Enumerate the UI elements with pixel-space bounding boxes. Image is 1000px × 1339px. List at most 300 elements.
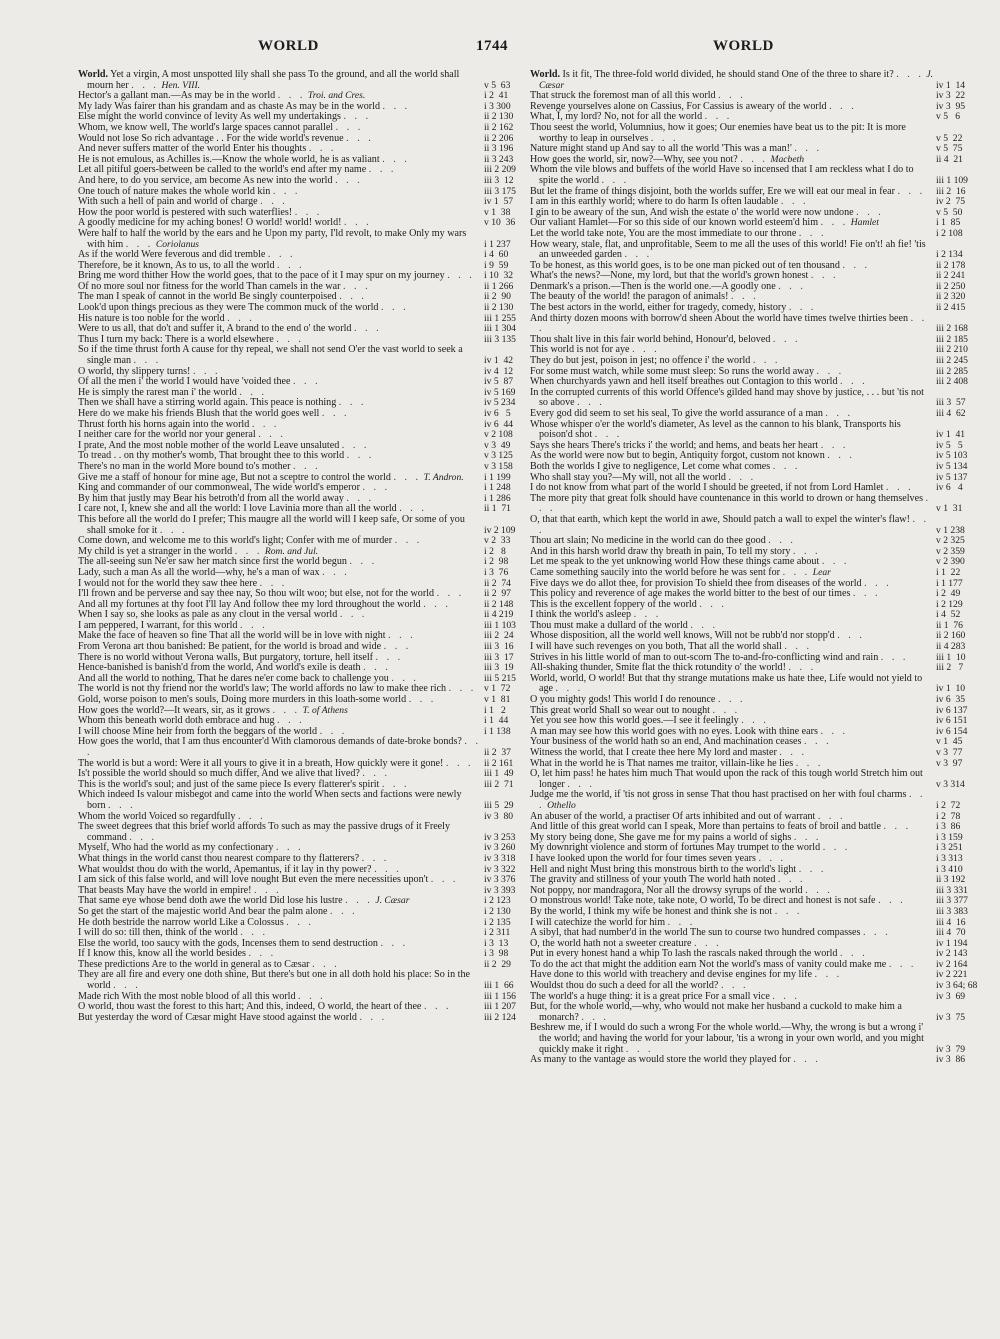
act-scene-line-reference: i 2 135 [484,916,511,928]
quotation-text: O, the world hath not a sweeter creature [530,937,692,949]
act-scene-line-reference: iv 3 22 [936,90,966,102]
act-scene-line-reference: iv 3 260 [484,842,516,854]
act-scene-line-reference: iii 2 124 [484,1011,516,1023]
quotation-text: Thrust forth his horns again into the world [78,418,250,430]
act-scene-line-reference: i 2 98 [484,556,509,568]
act-scene-line-reference: i 1 237 [484,238,511,250]
concordance-entry [530,123,984,144]
act-scene-line-reference: iii 2 7 [936,662,964,674]
act-scene-line-reference: iv 1 194 [936,937,968,949]
leader-dots: . . . [308,143,337,155]
act-scene-line-reference: iv 5 87 [484,376,514,388]
leader-dots: . . . [805,884,833,896]
act-scene-line-reference: ii 4 219 [484,609,514,621]
quotation-text: Hence-banished is banish'd from the world, And world's exile is death [78,662,361,674]
quotation-text: If I know this, know all the world besides [78,948,246,960]
leader-dots: . . . [780,196,809,208]
leader-dots: . . . [625,1043,654,1055]
leader-dots: . . . [794,143,822,155]
quotation-text: Whom the world Voiced so regardfully [78,810,236,822]
quotation-text: By the world, I think my wife be honest and think she is not [530,905,773,917]
act-scene-line-reference: iv 3 322 [484,863,516,875]
act-scene-line-reference: i 1 2 [484,704,506,716]
quotation-text: O, that that earth, which kept the world in awe, Should patch a wall to expel the winter's flaw! [530,513,910,525]
act-scene-line-reference: iv 3 95 [936,100,966,112]
quotation-text: He is simply the rarest man i' the world [78,386,237,398]
quotation-text: With such a hell of pain and world of charge [78,196,258,208]
act-scene-line-reference: v 3 125 [484,450,513,462]
leader-dots: . . . [276,333,304,345]
leader-dots: . . . [793,1054,821,1066]
quotation-text: Gold, worse poison to men's souls, Doing more murders in this loath-some world [78,694,407,706]
act-scene-line-reference: i 1 199 [484,471,511,483]
play-title: Troi. and Cres. [307,90,366,102]
leader-dots: . . . [436,588,465,600]
quotation-text: What wouldst thou do with the world, Apemantus, if it lay in thy power? [78,863,372,875]
quotation-text: The world is but a word: Were it all yours to give it in a breath, How quickly were it gone! [78,757,444,769]
act-scene-line-reference: i 1 177 [936,577,963,589]
act-scene-line-reference: i 2 41 [484,90,509,102]
leader-dots: . . . [344,217,372,229]
play-title: Othello [547,799,576,811]
quotation-text: The all-seeing sun Ne'er saw her match since first the world begun [78,556,347,568]
act-scene-line-reference: iii 2 408 [936,376,968,388]
leader-dots: . . . [159,524,188,536]
concordance-entry [530,674,984,695]
leader-dots: . . . [840,948,868,960]
leader-dots: . . . [758,852,787,864]
leader-dots: . . . [772,460,801,472]
leader-dots: . . . [382,153,410,165]
quotation-text: Whose whisper o'er the world's diameter, As level as the cannon to his blank, Transports his poison'd shot [530,418,901,441]
quotation-text: And thirty dozen moons with borrow'd sheen About the world have times twelve thirties been [530,312,909,324]
quotation-text: Make the face of heaven so fine That all the world will be in love with night [78,630,386,642]
concordance-entry [530,790,984,811]
leader-dots: . . . [277,259,305,271]
quotation-text: My lady Was fairer than his grandam and as chaste As may be in the world [78,100,381,112]
leader-dots: . . . [880,651,909,663]
leader-dots: . . . [720,980,749,992]
leader-dots: . . . [388,630,416,642]
leader-dots: . . . [897,185,926,197]
quotation-text: And here, to do you service, am become As new into the world [78,174,333,186]
quotation-text: Let me speak to the yet unknowing world How these things came about [530,556,820,568]
act-scene-line-reference: iv 5 103 [936,450,968,462]
leader-dots: . . . [277,90,306,102]
leader-dots: . . . [381,778,410,790]
quotation-text: Yet you see how this world goes.—I see it feelingly [530,715,739,727]
act-scene-line-reference: iii 4 62 [936,408,966,419]
leader-dots: . . . [125,238,154,250]
act-scene-line-reference: iii 3 57 [936,397,966,409]
leader-dots: . . . [108,799,136,811]
leader-dots: . . . [863,927,891,939]
leader-dots: . . . [840,376,868,388]
act-scene-line-reference: iv 6 137 [936,704,968,716]
act-scene-line-reference: iii 1 49 [484,768,514,780]
act-scene-line-reference: iii 3 19 [484,662,514,674]
act-scene-line-reference: iv 1 10 [936,683,966,695]
act-scene-line-reference: v 1 72 [484,683,511,695]
leader-dots: . . . [227,312,255,324]
leader-dots: . . . [632,344,660,356]
act-scene-line-reference: i 2 129 [936,598,963,610]
leader-dots: . . . [718,90,746,102]
leader-dots: . . . [339,609,368,621]
act-scene-line-reference: i 2 130 [484,905,511,917]
act-scene-line-reference: i 2 78 [936,810,961,822]
leader-dots: . . . [842,259,871,271]
act-scene-line-reference: iv 1 57 [484,196,514,208]
leader-dots: . . . [793,831,822,843]
quotation-text: His nature is too noble for the world [78,312,225,324]
running-head-left: WORLD [258,38,319,54]
act-scene-line-reference: iii 2 210 [936,344,968,356]
quotation-text: King and commander of our commonweal, The wide world's emperor [78,482,360,494]
leader-dots: . . . [408,694,437,706]
leader-dots: . . . [788,662,817,674]
act-scene-line-reference: v 1 45 [936,736,963,748]
act-scene-line-reference: v 5 50 [936,206,963,218]
quotation-text: How goes the world, that I am thus encounter'd With clamorous demands of date-broke bonds? [78,736,462,748]
quotation-text: Wouldst thou do such a deed for all the world? [530,980,719,992]
act-scene-line-reference: i 10 32 [484,270,514,282]
leader-dots: . . . [131,79,159,91]
act-scene-line-reference: ii 2 29 [484,958,511,970]
quotation-text: Came something saucily into the world before he was sent for [530,566,781,578]
quotation-text: The world's a huge thing: it is a great price For a small vice [530,990,770,1002]
leader-dots: . . . [448,683,477,695]
act-scene-line-reference: iii 2 16 [936,185,966,197]
quotation-text: Yet a virgin, A most unspotted lily shall she pass To the ground, and all the world shall mourn her [87,69,460,91]
act-scene-line-reference: v 3 77 [936,747,963,758]
quotation-text: These predictions Are to the world in general as to Cæsar [78,958,310,970]
leader-dots: . . . [804,736,832,748]
play-title: Coriolanus [155,238,200,250]
act-scene-line-reference: iii 4 70 [936,927,966,939]
act-scene-line-reference: iv 1 41 [936,429,966,441]
quotation-text: As the world were now but to begin, Antiquity forgot, custom not known [530,450,825,462]
leader-dots: . . . [447,270,475,282]
act-scene-line-reference: iii 1 66 [484,980,514,992]
leader-dots: . . . [820,725,849,737]
leader-dots: . . . [312,958,340,970]
quotation-text: A goodly medicine for my aching bones! O world! world! world! [78,217,342,229]
act-scene-line-reference: i 4 52 [936,609,961,621]
quotation-text: Were half to half the world by the ears and he Upon my party, I'ld revolt, to make Only my wars with him [78,227,467,250]
act-scene-line-reference: ii 1 71 [484,503,511,515]
quotation-text: Myself, Who had the world as my confectionary [78,842,274,854]
leader-dots: . . . [321,408,350,419]
concordance-entry [530,70,984,91]
concordance-entry [78,970,532,991]
quotation-text: Of no more soul nor fitness for the world Than camels in the war [78,280,341,292]
quotation-text: I gin to be aweary of the sun, And wish the estate o' the world were now undone [530,206,854,218]
quotation-text: Which indeed Is valour misbegot and came into the world When sects and factions were newly born [78,789,462,811]
quotation-text: Else might the world convince of levity As well my undertakings [78,111,341,123]
act-scene-line-reference: i 1 248 [484,482,511,494]
quotation-text: As many to the vantage as would store the world they played for [530,1054,791,1066]
quotation-text: From Verona art thou banished: Be patient, for the world is broad and wide [78,641,382,653]
quotation-text: How the poor world is pestered with such waterflies! [78,206,293,218]
quotation-text: Five days we do allot thee, for provision To shield thee from diseases of the world [530,577,862,589]
act-scene-line-reference: ii 2 320 [936,291,966,303]
leader-dots: . . . [258,429,286,441]
leader-dots: . . . [539,513,930,536]
concordance-entry [530,1055,984,1066]
act-scene-line-reference: iii 1 255 [484,312,516,324]
act-scene-line-reference: iii 1 103 [484,619,516,631]
act-scene-line-reference: iv 6 151 [936,715,968,727]
act-scene-line-reference: iii 3 16 [484,641,514,653]
leader-dots: . . . [346,492,375,504]
quotation-text: I neither care for the world nor your general [78,429,256,441]
quotation-text: Lady, such a man As all the world—why, he's a man of wax [78,566,320,578]
quotation-text: Both the worlds I give to negligence, Let come what comes [530,460,771,472]
act-scene-line-reference: iii 2 168 [936,323,968,335]
act-scene-line-reference: ii 2 130 [484,302,514,314]
quotation-text: He doth bestride the narrow world Like a Colossus [78,916,284,928]
leader-dots: . . . [779,747,807,758]
act-scene-line-reference: iv 5 134 [936,460,968,472]
leader-dots: . . . [113,980,141,992]
leader-dots: . . . [363,662,391,674]
leader-dots: . . . [822,842,851,854]
quotation-text: The more pity that great folk should have countenance in this world to drown or hang themselves [530,492,923,504]
act-scene-line-reference: iv 5 169 [484,386,516,398]
quotation-text: Of all the men i' the world I would have 'voided thee [78,376,291,388]
quotation-text: That struck the foremost man of all this world [530,90,716,102]
quotation-text: To tread . . on thy mother's womb, That brought thee to this world [78,450,345,462]
leader-dots: . . . [382,100,411,112]
act-scene-line-reference: ii 3 196 [484,143,514,155]
act-scene-line-reference: v 3 97 [936,757,963,769]
quotation-text: Whose disposition, all the world well knows, Will not be rubb'd nor stopp'd [530,630,835,642]
play-title: Hen. VIII. [161,79,201,91]
leader-dots: . . . [539,789,926,811]
act-scene-line-reference: iv 5 5 [936,439,963,451]
quotation-text: Would not lose So rich advantage . . For the wide world's revenue [78,132,344,144]
act-scene-line-reference: iv 3 86 [936,1054,966,1066]
act-scene-line-reference: ii 3 192 [936,874,966,886]
quotation-text: I will choose Mine heir from forth the beggars of the world [78,725,318,737]
leader-dots: . . . [782,566,811,578]
act-scene-line-reference: iv 3 75 [936,1011,966,1023]
act-scene-line-reference: iii 3 17 [484,651,514,663]
leader-dots: . . . [693,937,722,949]
act-scene-line-reference: ii 1 76 [936,619,963,631]
act-scene-line-reference: i 9 59 [484,259,509,271]
quotation-text: O world, thou wast the forest to this hart; And this, indeed, O world, the heart of thee [78,1001,422,1013]
act-scene-line-reference: i 2 8 [484,545,506,557]
leader-dots: . . . [277,715,305,727]
leader-dots: . . . [240,619,268,631]
quotation-text: Have done to this world with treachery and devise engines for my life [530,969,812,981]
act-scene-line-reference: iv 3 79 [936,1043,966,1055]
leader-dots: . . . [293,376,321,388]
quotation-text: To be honest, as this world goes, is to be one man picked out of ten thousand [530,259,840,271]
concordance-entry [530,388,984,409]
leader-dots: . . . [581,1011,609,1023]
concordance-entry [530,515,984,536]
quotation-text: Whom the vile blows and buffets of the world Have so incensed that I am reckless what I do to spite the world [530,164,914,186]
quotation-text: Thus I turn my back: There is a world elsewhere [78,333,274,345]
leader-dots: . . . [817,810,846,822]
quotation-text: I will catechize the world for him [530,916,666,928]
quotation-text: I care not, I, knew she and all the world: I love Lavinia more than all the world [78,503,397,515]
leader-dots: . . . [361,852,390,864]
leader-dots: . . . [335,121,364,133]
quotation-text: Give me a staff of honour for mine age, But not a sceptre to control the world [78,471,391,483]
quotation-text: Thou seest the world, Volumnius, how it goes; Our enemies have beat us to the pit: It is more worthy to leap in ourselves [530,121,906,144]
leader-dots: . . . [133,355,162,367]
leader-dots: . . . [254,884,282,896]
quotation-text: Says she hears There's tricks i' the world; and hems, and beats her heart [530,439,819,451]
quotation-text: There's no man in the world More bound to's mother [78,460,291,472]
leader-dots: . . . [319,725,348,737]
quotation-text: They do but jest, poison in jest; no offence i' the world [530,355,751,367]
concordance-entry [78,515,532,536]
act-scene-line-reference: v 5 63 [484,79,511,91]
leader-dots: . . . [267,249,296,261]
leader-dots: . . . [539,312,928,335]
act-scene-line-reference: i 3 300 [484,100,511,112]
act-scene-line-reference: iv 6 154 [936,725,968,737]
quotation-text: My child is yet a stranger in the world [78,545,233,557]
leader-dots: . . . [567,778,595,790]
leader-dots: . . . [816,365,845,377]
act-scene-line-reference: i 2 311 [484,927,511,939]
leader-dots: . . . [798,863,827,875]
quotation-text: How weary, stale, flat, and unprofitable, Seem to me all the uses of this world! Fie on't! ah fie! 'tis an unweeded garden [530,238,926,261]
act-scene-line-reference: iii 4 16 [936,916,966,928]
quotation-text: Therefore, be it known, As to us, to all the world [78,259,275,271]
leader-dots: . . . [345,895,373,907]
act-scene-line-reference: i 1 44 [484,715,509,727]
leader-dots: . . . [430,874,459,886]
act-scene-line-reference: ii 2 97 [484,588,511,600]
quotation-text: Witness the world, that I create thee here My lord and master [530,747,777,758]
leader-dots: . . . [827,450,855,462]
page-number: 1744 [476,38,508,54]
act-scene-line-reference: iii 3 135 [484,333,516,345]
act-scene-line-reference: iii 2 209 [484,164,516,176]
quotation-text: And little of this great world can I speak, More than pertains to feats of broil and battle [530,821,881,833]
leader-dots: . . . [237,810,266,822]
leader-dots: . . . [778,280,806,292]
leader-dots: . . . [335,174,363,186]
concordance-entry [78,229,532,250]
leader-dots: . . . [298,990,326,1002]
quotation-text: The world is not thy friend nor the world's law; The world affords no law to make thee rich [78,683,447,695]
act-scene-line-reference: iv 4 12 [484,365,514,377]
act-scene-line-reference: ii 2 241 [936,270,966,282]
quotation-text: Let the world take note, You are the most immediate to our throne [530,227,797,239]
quotation-text: When churchyards yawn and hell itself breathes out Contagion to this world [530,376,838,388]
act-scene-line-reference: iii 1 207 [484,1001,516,1013]
quotation-text: I am sick of this false world, and will love nought But even the mere necessities upon't [78,874,429,886]
leader-dots: . . . [353,323,382,335]
quotation-text: And all my fortunes at thy foot I'll lay And follow thee my lord throughout the world [78,598,421,610]
act-scene-line-reference: iii 3 175 [484,185,516,197]
leader-dots: . . . [768,535,796,547]
act-scene-line-reference: iv 3 253 [484,831,516,843]
play-title: T. of Athens [302,704,348,716]
act-scene-line-reference: iii 1 10 [936,651,966,663]
quotation-text: Beshrew me, if I would do such a wrong For the whole world.—Why, the wrong is but a wrong i' the world; and having the world for your labour, 'tis a wrong in your own world, and you might quickly make it right [530,1022,924,1055]
act-scene-line-reference: iii 1 156 [484,990,516,1002]
act-scene-line-reference: iv 2 75 [936,196,966,208]
quotation-text: I prate, And the most noble mother of the world Leave unsaluted [78,439,340,451]
quotation-text: What's the news?—None, my lord, but that the world's grown honest [530,270,809,282]
act-scene-line-reference: iii 2 24 [484,630,514,642]
quotation-text: I would not for the world they saw thee here [78,577,258,589]
act-scene-line-reference: ii 2 74 [484,577,511,589]
concordance-entry [530,1023,984,1055]
leader-dots: . . . [856,206,884,218]
leader-dots: . . . [248,948,277,960]
leader-dots: . . . [339,291,367,303]
leader-dots: . . . [601,174,630,186]
act-scene-line-reference: iii 2 285 [936,365,968,377]
leader-dots: . . . [293,460,321,472]
leader-dots: . . . [555,683,584,695]
act-scene-line-reference: ii 4 283 [936,641,966,653]
act-scene-line-reference: ii 1 266 [484,280,514,292]
act-scene-line-reference: v 1 81 [484,694,511,706]
act-scene-line-reference: v 1 38 [484,206,511,218]
quotation-text: A sibyl, that had number'd in the world The sun to course two hundred compasses [530,927,861,939]
leader-dots: . . . [381,302,409,314]
quotation-text: And in this harsh world draw thy breath in pain, To tell my story [530,545,791,557]
concordance-entry [78,70,532,91]
act-scene-line-reference: iii 2 245 [936,355,968,367]
act-scene-line-reference: v 3 49 [484,439,511,451]
leader-dots: . . . [798,227,827,239]
act-scene-line-reference: iii 3 331 [936,884,968,896]
quotation-text: This is the excellent foppery of the world [530,598,697,610]
quotation-text: The man I speak of cannot in the world Be singly counterpoised [78,291,337,303]
act-scene-line-reference: v 5 6 [936,111,960,123]
quotation-text: What in the world he is That names me traitor, villain-like he lies [530,757,794,769]
act-scene-line-reference: iv 5 137 [936,471,968,483]
leader-dots: . . . [730,291,759,303]
quotation-text: I think the world's asleep [530,609,632,621]
leader-dots: . . . [362,482,391,494]
quotation-text: Is't possible the world should so much differ, And we alive that lived? [78,768,360,780]
quotation-text: Were to us all, that do't and suffer it, A brand to the end o' the world [78,323,352,335]
leader-dots: . . . [286,916,314,928]
quotation-text: Your business of the world hath so an end, And machination ceases [530,736,802,748]
act-scene-line-reference: ii 2 160 [936,630,966,642]
quotation-text: An abuser of the world, a practiser Of arts inhibited and out of warrant [530,810,816,822]
act-scene-line-reference: i 3 313 [936,852,963,864]
act-scene-line-reference: iii 1 304 [484,323,516,335]
quotation-text: Else the world, too saucy with the gods, Incenses them to send destruction [78,937,378,949]
act-scene-line-reference: ii 2 415 [936,302,966,314]
act-scene-line-reference: iv 3 393 [484,884,516,896]
act-scene-line-reference: v 2 108 [484,429,513,441]
leader-dots: . . . [393,471,422,483]
act-scene-line-reference: i 3 13 [484,937,509,949]
act-scene-line-reference: iv 3 69 [936,990,966,1002]
quotation-text: For some must watch, while some must sleep: So runs the world away [530,365,814,377]
quotation-text: How goes the world?—It wears, sir, as it grows [78,704,270,716]
leader-dots: . . . [896,69,924,80]
leader-dots: . . . [239,386,267,398]
leader-dots: . . . [362,768,390,780]
concordance-entry [530,1002,984,1023]
